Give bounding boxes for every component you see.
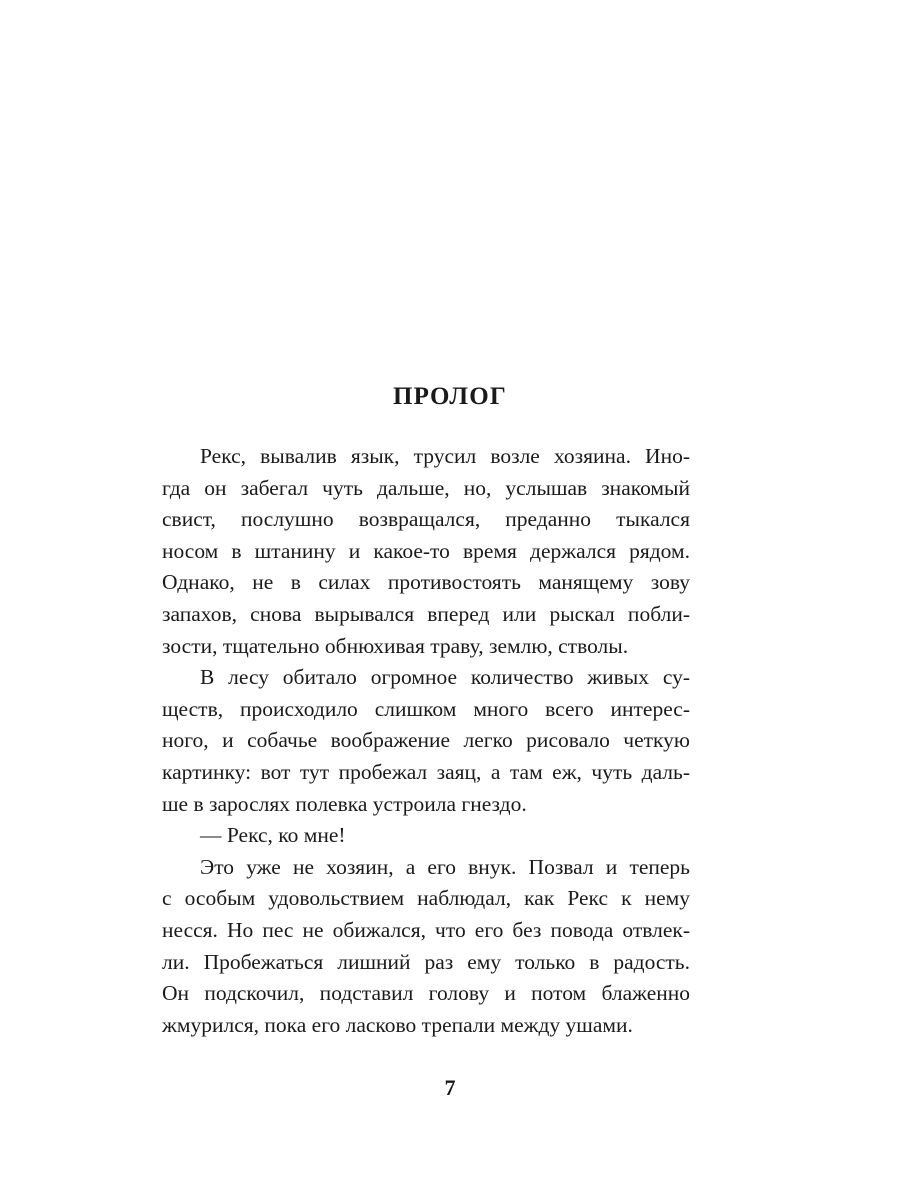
text-line: Рекс, вывалив язык, трусил возле хозяина. Ино-	[200, 444, 690, 468]
text-line: Однако, не в силах противостоять манящему зову	[162, 570, 690, 595]
text-line: картинку: вот тут пробежал заяц, а там еж, чуть даль-	[162, 759, 690, 784]
paragraph-3-dialogue	[162, 820, 690, 852]
paragraph-4	[162, 852, 690, 1042]
text-line: запахов, снова вырывался вперед или рыскал побли-	[162, 601, 690, 626]
chapter-title: ПРОЛОГ	[393, 383, 507, 410]
text-line: с особым удовольствием наблюдал, как Рекс к нему	[162, 886, 690, 911]
body-text	[162, 441, 690, 1041]
text-line: гда он забегал чуть дальше, но, услышав знакомый	[162, 475, 690, 500]
text-line: ше в зарослях полевка устроила гнездо.	[162, 791, 527, 816]
text-line: ли. Пробежаться лишний раз ему только в радость.	[162, 949, 690, 974]
text-line: ществ, происходило слишком много всего интерес-	[162, 696, 690, 721]
text-line: жмурился, пока его ласково трепали между ушами.	[162, 1012, 633, 1037]
page-number: 7	[444, 1075, 456, 1100]
text-line: свист, послушно возвращался, преданно тыкался	[162, 507, 690, 532]
text-line: ного, и собачье воображение легко рисовало четкую	[162, 728, 690, 753]
dialogue-line: — Рекс, ко мне!	[200, 823, 346, 848]
paragraph-1	[162, 441, 690, 662]
text-line: Это уже не хозяин, а его внук. Позвал и теперь	[200, 854, 690, 879]
text-line: носом в штанину и какое-то время держался рядом.	[162, 538, 690, 563]
text-line: Он подскочил, подставил голову и потом блаженно	[162, 981, 690, 1006]
text-line: В лесу обитало огромное количество живых су-	[200, 665, 690, 690]
paragraph-2	[162, 662, 690, 820]
text-line: зости, тщательно обнюхивая траву, землю, стволы.	[162, 633, 629, 658]
text-line: несся. Но пес не обижался, что его без повода отвлек-	[162, 917, 690, 942]
